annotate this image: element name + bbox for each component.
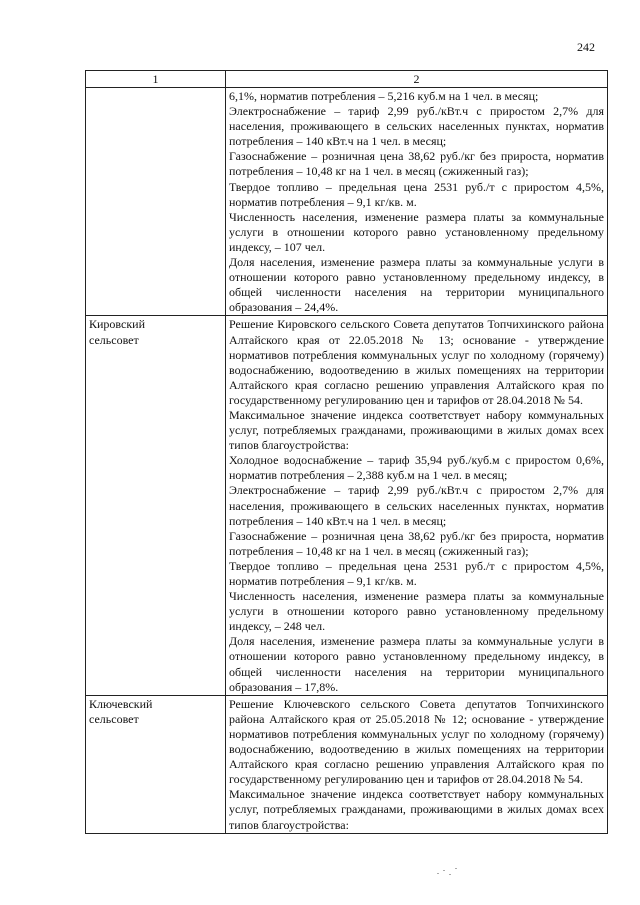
paragraph: Максимальное значение индекса соответствует набору коммунальных услуг, потребляемых гражданами, проживающими в жилых домах всех типов благоустройства: bbox=[229, 787, 604, 832]
column-header-1: 1 bbox=[86, 71, 226, 88]
paragraph: Численность населения, изменение размера платы за коммунальные услуги в отношении которого равно установленному предельному индексу, – 107 чел. bbox=[229, 209, 604, 254]
paragraph: Холодное водоснабжение – тариф 35,94 руб./куб.м с приростом 0,6%, норматив потребления – 2,388 куб.м на 1 чел. в месяц; bbox=[229, 453, 604, 483]
paragraph: Твердое топливо – предельная цена 2531 руб./т с приростом 4,5%, норматив потребления – 9,1 кг/кв. м. bbox=[229, 179, 604, 209]
scan-artifact bbox=[437, 868, 459, 876]
paragraph: Решение Ключевского сельского Совета депутатов Топчихинского района Алтайского края от 25.05.2018 № 12; основание - утверждение нормативов потребления коммунальных услуг по холодному (горячему) водоснабжению, водоотведению в жилых помещениях на территории Алтайского края согласно решению управления Алтайского края по государственному регулированию цен и тарифов от 28.04.2018 № 54. bbox=[229, 696, 604, 787]
paragraph: 6,1%, норматив потребления – 5,216 куб.м на 1 чел. в месяц; bbox=[229, 89, 539, 103]
municipal-tariff-table bbox=[85, 70, 608, 834]
paragraph: Решение Кировского сельского Совета депутатов Топчихинского района Алтайского края от 22.05.2018 № 13; основание - утверждение нормативов потребления коммунальных услуг по холодному (горячему) водоснабжению, водоотведению в жилых помещениях на территории Алтайского края согласно решению управления Алтайского края по государственному регулированию цен и тарифов от 28.04.2018 № 54. bbox=[229, 317, 604, 407]
table-row bbox=[86, 316, 608, 695]
paragraph: Численность населения, изменение размера платы за коммунальные услуги в отношении которого равно установленному предельному индексу, – 248 чел. bbox=[229, 589, 604, 634]
column-header-2: 2 bbox=[226, 71, 608, 88]
paragraph: Доля населения, изменение размера платы за коммунальные услуги в отношении которого равно установленному предельному индексу, в общей численности населения на территории муниципального образования – 17,8%. bbox=[229, 634, 604, 694]
paragraph: Доля населения, изменение размера платы за коммунальные услуги в отношении которого равно установленному предельному индексу, в общей численности населения на территории муниципального образования – 24,4%. bbox=[229, 255, 604, 315]
paragraph: Электроснабжение – тариф 2,99 руб./кВт.ч с приростом 2,7% для населения, проживающего в сельских населенных пунктах, норматив потребления – 140 кВт.ч на 1 чел. в месяц; bbox=[229, 483, 604, 528]
paragraph: Газоснабжение – розничная цена 38,62 руб./кг без прироста, норматив потребления – 10,48 кг на 1 чел. в месяц (сжиженный газ); bbox=[229, 528, 604, 558]
paragraph: Максимальное значение индекса соответствует набору коммунальных услуг, потребляемых гражданами, проживающими в жилых домах всех типов благоустройства: bbox=[229, 407, 604, 453]
municipality-details bbox=[226, 316, 608, 695]
municipality-name bbox=[86, 88, 226, 316]
municipality-details bbox=[226, 695, 608, 833]
paragraph: Газоснабжение – розничная цена 38,62 руб./кг без прироста, норматив потребления – 10,48 кг на 1 чел. в месяц (сжиженный газ); bbox=[229, 149, 604, 179]
table-header-row bbox=[86, 71, 608, 88]
page-number: 242 bbox=[577, 40, 595, 54]
municipality-name: Кировский сельсовет bbox=[86, 316, 226, 695]
paragraph: Электроснабжение – тариф 2,99 руб./кВт.ч с приростом 2,7% для населения, проживающего в сельских населенных пунктах, норматив потребления – 140 кВт.ч на 1 чел. в месяц; bbox=[229, 104, 604, 149]
table-row bbox=[86, 695, 608, 833]
municipality-name: Ключевский сельсовет bbox=[86, 695, 226, 833]
municipality-details bbox=[226, 88, 608, 316]
table-row bbox=[86, 88, 608, 316]
paragraph: Твердое топливо – предельная цена 2531 руб./т с приростом 4,5%, норматив потребления – 9,1 кг/кв. м. bbox=[229, 558, 604, 588]
